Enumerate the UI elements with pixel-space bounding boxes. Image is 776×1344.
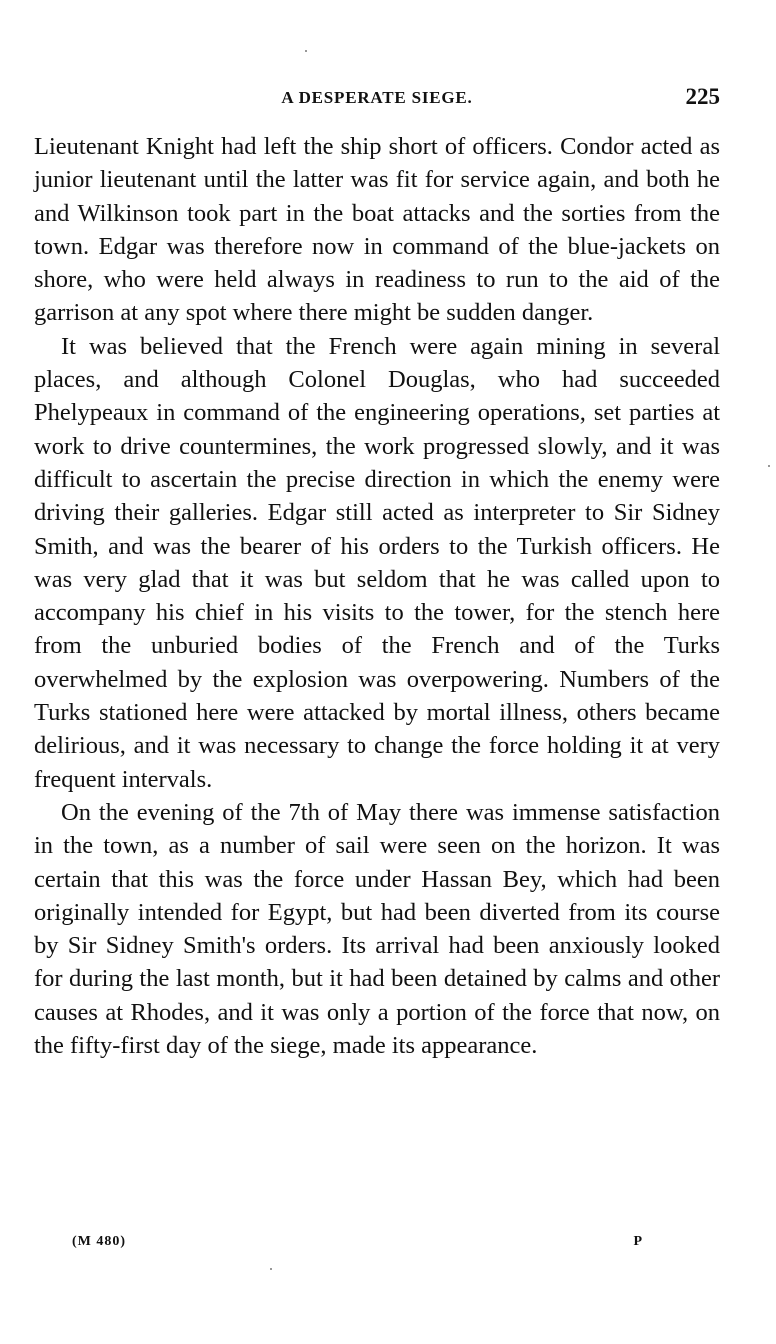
running-title: A DESPERATE SIEGE. — [281, 88, 473, 107]
sheet-letter: P — [633, 1234, 642, 1249]
page-footer — [34, 1234, 720, 1256]
signature-mark: (M 480) — [72, 1234, 127, 1249]
body-text — [34, 130, 720, 1062]
paragraph-1: Lieutenant Knight had left the ship short of officers. Condor acted as junior lieutenant until the latter was fit for service again, and both he and Wilkinson took part in the boat attacks and the sorties from the town. Edgar was therefore now in command of the blue-jackets on shore, who were held always in readiness to run to the aid of the garrison at any spot where there might be sudden danger. — [34, 133, 720, 327]
scan-speck — [305, 50, 307, 52]
page-number: 225 — [685, 84, 720, 109]
paragraph-3: On the evening of the 7th of May there was immense satisfaction in the town, as a number of sail were seen on the horizon. It was certain that this was the force under Hassan Bey, which had been originally intended for Egypt, but had been diverted from its course by Sir Sidney Smith's orders. Its arrival had been anxiously looked for during the last month, but it had been detained by calms and other causes at Rhodes, and it was only a portion of the force that now, on the fifty-first day of the siege, made its appearance. — [34, 798, 720, 1060]
paragraph-2: It was believed that the French were again mining in several places, and although Colonel Douglas, who had succeeded Phelypeaux in command of the engineering operations, set parties at work to drive countermines, the work progressed slowly, and it was difficult to ascertain the precise direction in which the enemy were driving their galleries. Edgar still acted as interpreter to Sir Sidney Smith, and was the bearer of his orders to the Turkish officers. He was very glad that it was but seldom that he was called upon to accompany his chief in his visits to the tower, for the stench here from the unburied bodies of the French and of the Turks overwhelmed by the explosion was overpowering. Numbers of the Turks stationed here were attacked by mortal illness, others became delirious, and it was necessary to change the force holding it at very frequent intervals. — [34, 332, 720, 793]
scan-speck — [270, 1268, 272, 1270]
page-header — [34, 84, 720, 114]
scan-speck — [768, 465, 770, 467]
